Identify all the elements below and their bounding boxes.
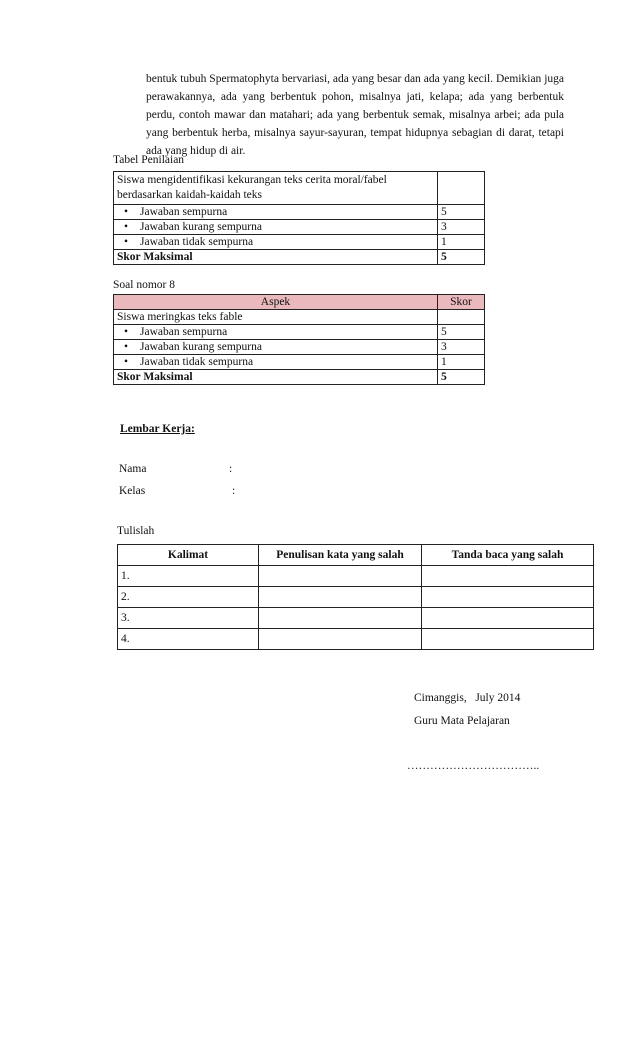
table1-row-label: • Jawaban sempurna — [114, 205, 438, 220]
worksheet-cell-word[interactable] — [259, 587, 422, 608]
table2-total-label: Skor Maksimal — [114, 370, 438, 385]
signature-role: Guru Mata Pelajaran — [414, 715, 510, 727]
worksheet-cell-punctuation[interactable] — [422, 608, 594, 629]
table-header-row — [114, 295, 485, 310]
table1-row-label: • Jawaban kurang sempurna — [114, 220, 438, 235]
signature-line: …………………………….. — [407, 760, 540, 772]
table-row — [114, 205, 485, 220]
table2-col-aspect: Aspek — [114, 295, 438, 310]
table-row — [118, 629, 594, 650]
table-row — [118, 608, 594, 629]
table1-heading-score — [438, 172, 485, 205]
table1-total-label: Skor Maksimal — [114, 250, 438, 265]
worksheet-title: Lembar Kerja: — [120, 423, 195, 435]
table-row — [114, 250, 485, 265]
table2-row-score: 3 — [438, 340, 485, 355]
table1-heading: Siswa mengidentifikasi kekurangan teks cerita moral/fabel berdasarkan kaidah-kaidah teks — [114, 172, 438, 205]
signature-place-date: Cimanggis, July 2014 — [414, 692, 521, 704]
table-row — [118, 587, 594, 608]
table2-row-label: • Jawaban kurang sempurna — [114, 340, 438, 355]
table2-row-score: 5 — [438, 325, 485, 340]
table2-total-score: 5 — [438, 370, 485, 385]
table1-row-label: • Jawaban tidak sempurna — [114, 235, 438, 250]
worksheet-row-number: 4. — [118, 629, 259, 650]
table1-row-score: 1 — [438, 235, 485, 250]
table1-caption: Tabel Penilaian — [113, 154, 185, 166]
table2-row-label: • Jawaban tidak sempurna — [114, 355, 438, 370]
worksheet-col-punctuation-error: Tanda baca yang salah — [422, 545, 594, 566]
table2-row-score: 1 — [438, 355, 485, 370]
assessment-table-1 — [113, 171, 485, 265]
intro-paragraph: bentuk tubuh Spermatophyta bervariasi, ada yang besar dan ada yang kecil. Demikian juga perawakannya, ada yang berbentuk pohon, misalnya jati, kelapa; ada yang berbentuk perdu, contoh mawar dan matahari; ada yang berbentuk semak, misalnya arbei; ada pula yang berbentuk herba, misalnya sayur-sayuran, tempat hidupnya sebagian di darat, tetapi ada yang hidup di air. — [146, 73, 564, 157]
table-row — [114, 355, 485, 370]
table-row — [114, 340, 485, 355]
worksheet-cell-punctuation[interactable] — [422, 587, 594, 608]
worksheet-row-number: 3. — [118, 608, 259, 629]
worksheet-col-sentence: Kalimat — [118, 545, 259, 566]
table-row — [114, 220, 485, 235]
table-row — [114, 325, 485, 340]
name-label: Nama — [119, 463, 147, 475]
assessment-table-2 — [113, 294, 485, 385]
worksheet-cell-word[interactable] — [259, 566, 422, 587]
table2-col-score: Skor — [438, 295, 485, 310]
table2-heading: Siswa meringkas teks fable — [114, 310, 438, 325]
table-row — [114, 310, 485, 325]
table-row — [114, 370, 485, 385]
table1-total-score: 5 — [438, 250, 485, 265]
worksheet-row-number: 1. — [118, 566, 259, 587]
table-row — [114, 172, 485, 205]
worksheet-cell-punctuation[interactable] — [422, 566, 594, 587]
class-label: Kelas — [119, 485, 146, 497]
table2-row-label: • Jawaban sempurna — [114, 325, 438, 340]
name-colon: : — [229, 463, 233, 475]
table-header-row — [118, 545, 594, 566]
table1-row-score: 3 — [438, 220, 485, 235]
worksheet-cell-punctuation[interactable] — [422, 629, 594, 650]
worksheet-cell-word[interactable] — [259, 608, 422, 629]
table-row — [114, 235, 485, 250]
table-row — [118, 566, 594, 587]
worksheet-col-word-error: Penulisan kata yang salah — [259, 545, 422, 566]
table2-heading-score — [438, 310, 485, 325]
table1-row-score: 5 — [438, 205, 485, 220]
class-colon: : — [232, 485, 236, 497]
worksheet-cell-word[interactable] — [259, 629, 422, 650]
table2-caption: Soal nomor 8 — [113, 279, 175, 291]
worksheet-table — [117, 544, 594, 650]
worksheet-row-number: 2. — [118, 587, 259, 608]
instruction-text: Tulislah — [117, 525, 155, 537]
